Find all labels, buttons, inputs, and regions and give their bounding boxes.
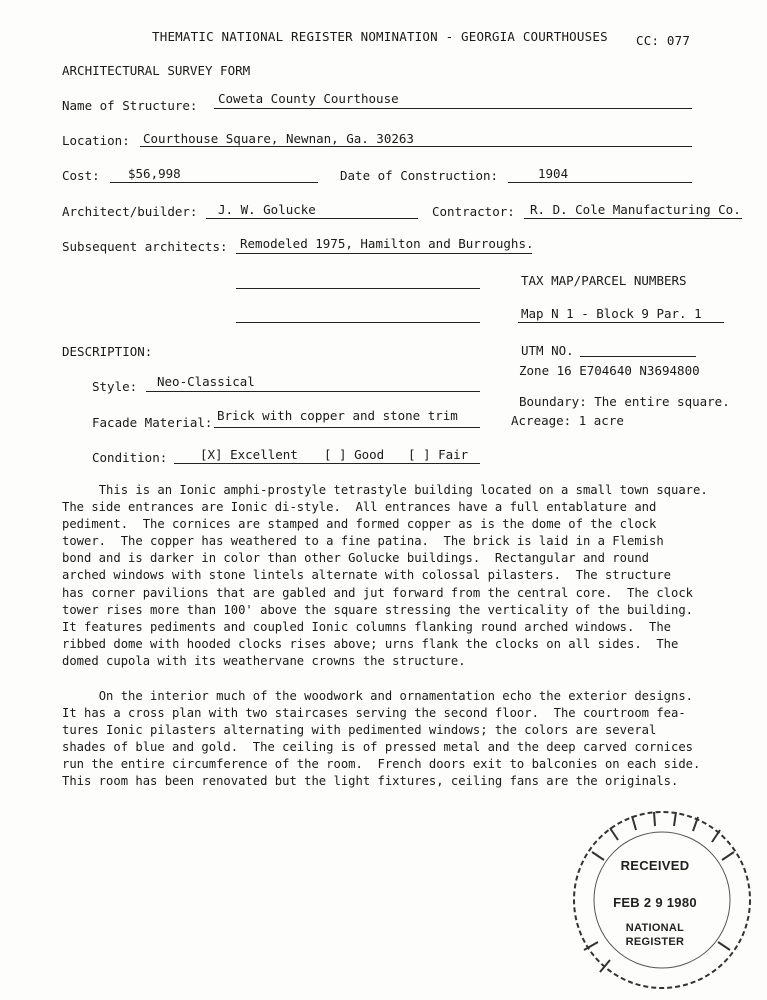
stamp-date: FEB 2 9 1980: [613, 895, 697, 910]
name-value: Coweta County Courthouse: [218, 91, 399, 106]
style-label: Style:: [92, 379, 138, 394]
cost-label: Cost:: [62, 168, 100, 183]
subsequent-underline: [236, 253, 532, 254]
utm-label: UTM NO.: [521, 343, 574, 358]
cost-underline: [110, 182, 318, 183]
architect-label: Architect/builder:: [62, 204, 198, 219]
location-label: Location:: [62, 133, 130, 148]
acreage: Acreage: 1 acre: [511, 413, 624, 428]
facade-label: Facade Material:: [92, 415, 213, 430]
condition-label: Condition:: [92, 450, 168, 465]
style-underline: [146, 391, 480, 392]
form-title: ARCHITECTURAL SURVEY FORM: [62, 63, 251, 78]
utm-zone: Zone 16 E704640 N3694800: [519, 363, 700, 378]
subsequent-value: Remodeled 1975, Hamilton and Burroughs.: [240, 236, 534, 251]
condition-underline: [174, 463, 480, 464]
stamp-national: NATIONAL: [625, 922, 685, 934]
contractor-underline: [524, 218, 742, 219]
stamp-register: REGISTER: [625, 936, 685, 948]
tax-heading: TAX MAP/PARCEL NUMBERS: [521, 273, 687, 288]
description-heading: DESCRIPTION:: [62, 344, 153, 359]
blank-line-2: [236, 322, 480, 323]
boundary: Boundary: The entire square.: [519, 394, 730, 409]
date-underline: [508, 182, 692, 183]
description-paragraph-1: This is an Ionic amphi-prostyle tetrastyle building located on a small town square. The side entrances are Ionic di-style. All entrances have a full entablature and pediment. The cornices are stamped and formed copper as is the dome of the clock tower. The copper has weathered to a fine patina. The brick is laid in a Flemish bond and is darker in color than other Golucke buildings. Rectangular and round arched windows with stone lintels alternate with colossal pilasters. The structure has corner pavilions that are gabled and jut forward from the central core. The clock tower rises more than 100' above the square stressing the verticality of the building. It features pediments and coupled Ionic columns flanking round arched windows. The ribbed dome with hooded clocks rises above; urns flank the clocks on all sides. The domed cupola with its weathervane crowns the structure.: [62, 483, 708, 668]
name-label: Name of Structure:: [62, 98, 198, 113]
location-underline: [140, 146, 692, 147]
description-paragraph-2: On the interior much of the woodwork and ornamentation echo the exterior designs. It has a cross plan with two staircases serving the second floor. The courtroom fea- tures Ionic pilasters alternating with pedimented windows; the colors are several shades of blue and gold. The ceiling is of pressed metal and the deep carved cornices run the entire circumference of the room. French doors exit to balconies on each side. This room has been renovated but the light fixtures, ceiling fans are the originals.: [62, 689, 701, 789]
document-title: THEMATIC NATIONAL REGISTER NOMINATION - GEORGIA COURTHOUSES: [152, 29, 608, 44]
subsequent-label: Subsequent architects:: [62, 239, 228, 254]
architect-underline: [206, 218, 418, 219]
condition-excellent: [X] Excellent: [200, 447, 298, 462]
contractor-value: R. D. Cole Manufacturing Co.: [530, 202, 741, 217]
utm-underline: [580, 356, 696, 357]
architect-value: J. W. Golucke: [218, 202, 316, 217]
style-value: Neo-Classical: [157, 374, 255, 389]
date-value: 1904: [538, 166, 569, 181]
received-stamp: [570, 800, 760, 990]
stamp-received: RECEIVED: [620, 858, 690, 873]
tax-value: Map N 1 - Block 9 Par. 1: [521, 306, 702, 321]
facade-value: Brick with copper and stone trim: [217, 408, 458, 423]
document-code: CC: 077: [636, 33, 691, 48]
blank-line-1: [236, 288, 480, 289]
location-value: Courthouse Square, Newnan, Ga. 30263: [143, 131, 414, 146]
tax-underline: [518, 322, 724, 323]
condition-good: [ ] Good: [324, 447, 385, 462]
contractor-label: Contractor:: [432, 204, 515, 219]
condition-fair: [ ] Fair: [408, 447, 469, 462]
facade-underline: [214, 427, 480, 428]
date-label: Date of Construction:: [340, 168, 499, 183]
name-underline: [214, 108, 692, 109]
cost-value: $56,998: [128, 166, 181, 181]
